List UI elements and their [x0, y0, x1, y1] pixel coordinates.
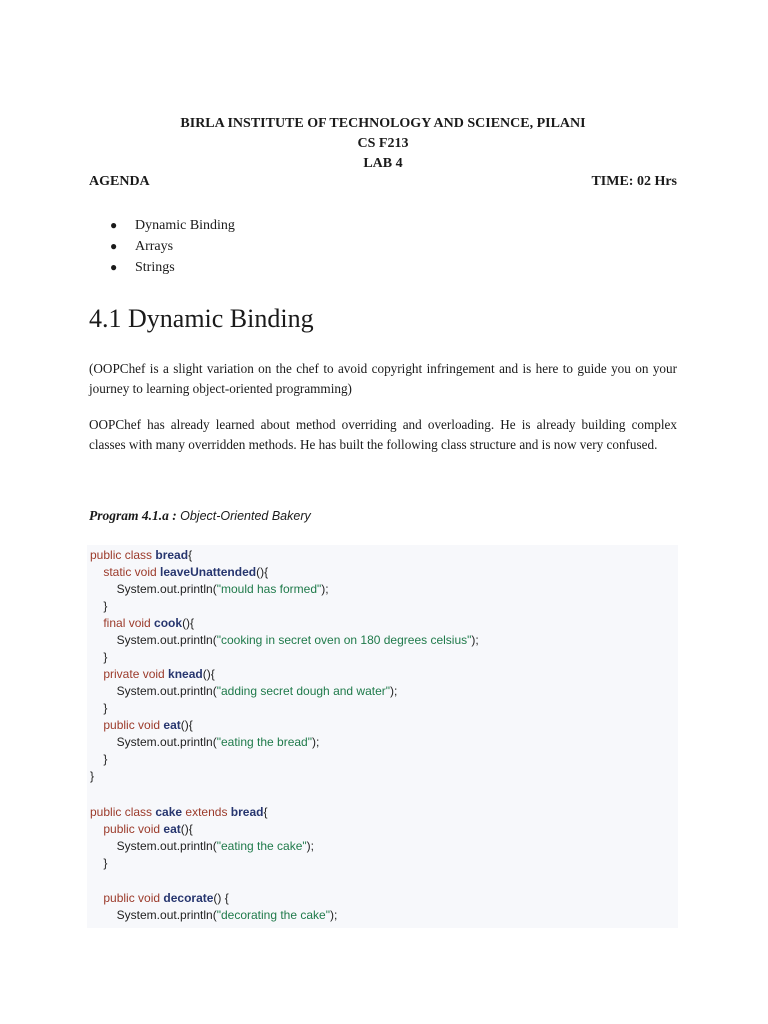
list-item: ● Arrays [110, 236, 235, 257]
program-caption [89, 506, 311, 526]
code-line: public void decorate() { [103, 891, 229, 905]
code-line: System.out.println("cooking in secret oven on 180 degrees celsius"); [116, 633, 479, 647]
list-item: ● Dynamic Binding [110, 215, 235, 236]
code-line: System.out.println("mould has formed"); [116, 582, 329, 596]
code-line: System.out.println("eating the cake"); [116, 839, 314, 853]
agenda-label: AGENDA [89, 174, 150, 189]
lab-number: LAB 4 [363, 156, 403, 171]
code-line: } [90, 650, 108, 664]
code-line: public class cake extends bread{ [90, 805, 268, 819]
code-line: } [90, 752, 108, 766]
code-line: public void eat(){ [103, 718, 193, 732]
course-code: CS F213 [357, 136, 409, 151]
agenda-list [110, 215, 235, 278]
code-line: System.out.println("adding secret dough and water"); [116, 684, 398, 698]
code-line: } [90, 769, 95, 783]
program-name: Object-Oriented Bakery [180, 509, 311, 523]
program-label: Program 4.1.a : [89, 508, 177, 523]
bullet-icon: ● [110, 239, 118, 253]
code-block [87, 545, 678, 928]
code-line: } [90, 599, 108, 613]
code-line: System.out.println("decorating the cake"); [116, 908, 338, 922]
bullet-icon: ● [110, 218, 118, 232]
time-label: TIME: 02 Hrs [591, 174, 677, 189]
description-paragraph: OOPChef has already learned about method overriding and overloading. He is already building complex classes with many overridden methods. He has built the following class structure and is now very confused. [89, 417, 677, 452]
code-line: public void eat(){ [103, 822, 193, 836]
code-line: final void cook(){ [103, 616, 195, 630]
section-title: 4.1 Dynamic Binding [89, 304, 314, 333]
document-header [89, 114, 677, 174]
code-line: static void leaveUnattended(){ [103, 565, 269, 579]
code-line: } [90, 701, 108, 715]
code-line: } [90, 856, 108, 870]
bullet-icon: ● [110, 260, 118, 274]
intro-paragraph: (OOPChef is a slight variation on the chef to avoid copyright infringement and is here to guide you on your journey to learning object-oriented programming) [89, 361, 677, 396]
institution-name: BIRLA INSTITUTE OF TECHNOLOGY AND SCIENCE, PILANI [180, 116, 586, 131]
code-line: System.out.println("eating the bread"); [116, 735, 320, 749]
list-item: ● Strings [110, 257, 235, 278]
code-line: private void knead(){ [103, 667, 215, 681]
agenda-row [89, 172, 677, 192]
code-line: public class bread{ [90, 548, 193, 562]
